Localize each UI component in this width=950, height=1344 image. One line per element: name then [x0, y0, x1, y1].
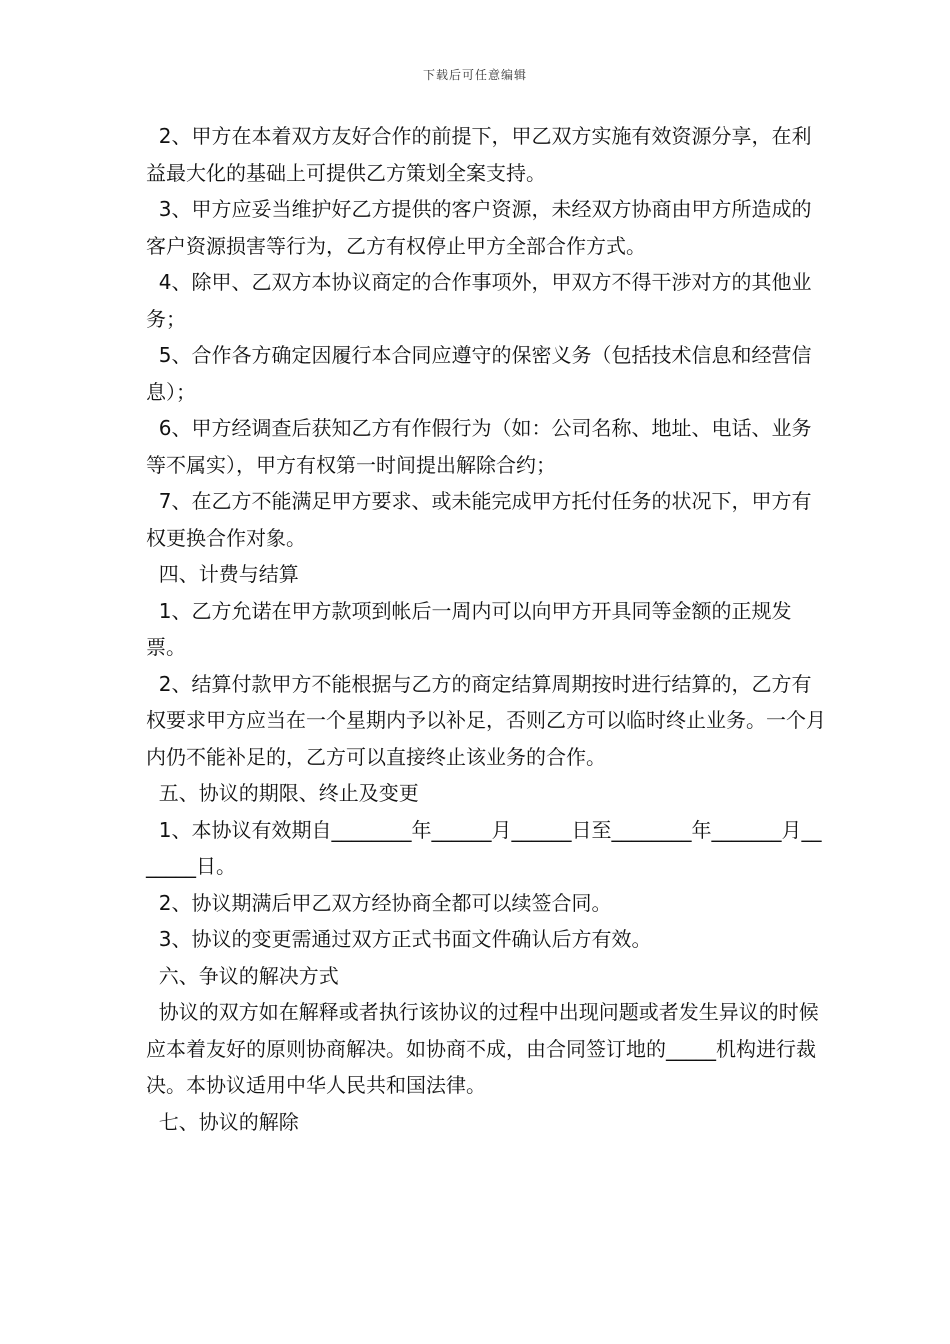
- clause-paragraph: 2、协议期满后甲乙双方经协商全都可以续签合同。: [146, 890, 612, 915]
- clause-paragraph: 3、甲方应妥当维护好乙方提供的客户资源，未经双方协商由甲方所造成的客户资源损害等行为，乙方有权停止甲方全部合作方式。: [146, 197, 812, 258]
- section-heading: 四、计费与结算: [146, 562, 299, 586]
- clause-paragraph: 3、协议的变更需通过双方正式书面文件确认后方有效。: [146, 927, 652, 951]
- document-body: [146, 118, 826, 1140]
- section-heading: 六、争议的解决方式: [146, 963, 339, 988]
- clause-paragraph: 1、本协议有效期自________年______月______日至________年_______月_______日。: [146, 817, 822, 878]
- section-heading: 五、协议的期限、终止及变更: [146, 781, 419, 805]
- clause-paragraph: 2、甲方在本着双方友好合作的前提下，甲乙双方实施有效资源分享，在利益最大化的基础上可提供乙方策划全案支持。: [146, 124, 812, 185]
- clause-paragraph: 4、除甲、乙双方本协议商定的合作事项外，甲双方不得干涉对方的其他业务；: [146, 270, 812, 331]
- clause-paragraph: 7、在乙方不能满足甲方要求、或未能完成甲方托付任务的状况下，甲方有权更换合作对象。: [146, 489, 812, 550]
- page-header-note: 下载后可任意编辑: [422, 68, 527, 82]
- clause-paragraph: 6、甲方经调查后获知乙方有作假行为（如：公司名称、地址、电话、业务等不属实），甲方有权第一时间提出解除合约；: [146, 416, 812, 477]
- section-heading: 七、协议的解除: [146, 1109, 299, 1134]
- clause-paragraph: 1、乙方允诺在甲方款项到帐后一周内可以向甲方开具同等金额的正规发票。: [146, 598, 792, 659]
- clause-paragraph: 2、结算付款甲方不能根据与乙方的商定结算周期按时进行结算的，乙方有权要求甲方应当在一个星期内予以补足，否则乙方可以临时终止业务。一个月内仍不能补足的，乙方可以直接终止该业务的合作。: [146, 671, 826, 769]
- clause-paragraph: 协议的双方如在解释或者执行该协议的过程中出现问题或者发生异议的时候应本着友好的原则协商解决。如协商不成，由合同签订地的_____机构进行裁决。本协议适用中华人民共和国法律。: [146, 1000, 819, 1097]
- clause-paragraph: 5、合作各方确定因履行本合同应遵守的保密义务（包括技术信息和经营信息）；: [146, 343, 812, 404]
